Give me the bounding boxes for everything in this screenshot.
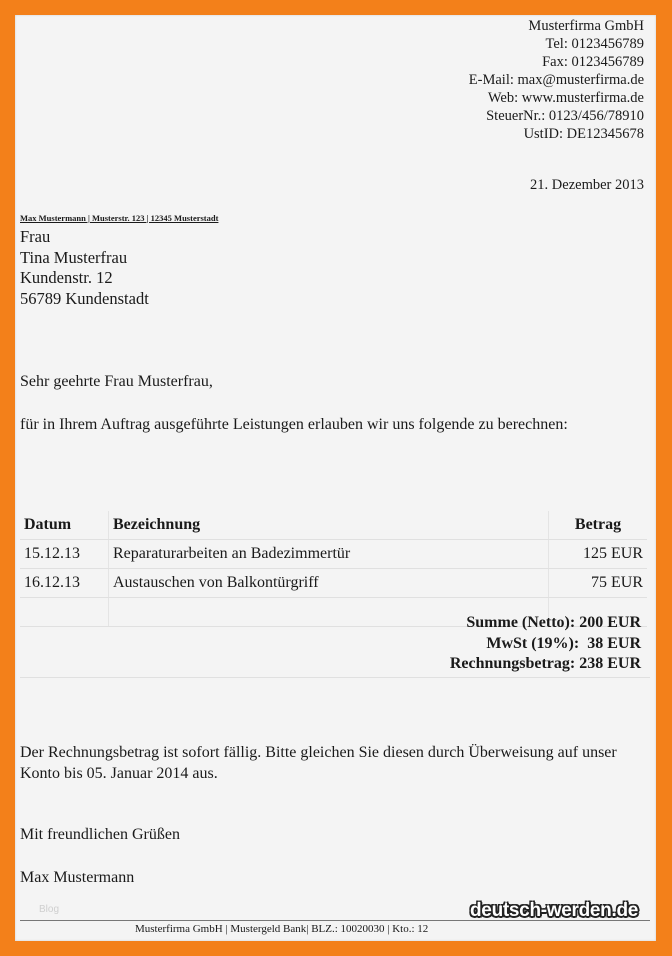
recipient-street: Kundenstr. 12 [20,268,113,287]
cell-description: Reparaturarbeiten an Badezimmertür [109,540,549,569]
total-net: Summe (Netto): 200 EUR [466,614,641,631]
salutation: Sehr geehrte Frau Musterfrau, [20,373,213,390]
invoice-items-table [20,511,647,627]
site-watermark: deutsch-werden.de [470,900,639,921]
signature: Max Mustermann [20,869,135,886]
closing: Mit freundlichen Grüßen [20,826,180,843]
return-address: Max Mustermann | Musterstr. 123 | 12345 Musterstadt [20,213,219,223]
letter-date: 21. Dezember 2013 [530,177,644,193]
cell-date: 16.12.13 [20,569,109,598]
intro-text: für in Ihrem Auftrag ausgeführte Leistungen erlauben wir uns folgende zu berechnen: [20,416,568,433]
cell-description: Austauschen von Balkontürgriff [109,569,549,598]
recipient-address [20,227,149,309]
total-gross: Rechnungsbetrag: 238 EUR [449,655,641,672]
header-date: Datum [20,511,109,540]
total-vat: MwSt (19%): 38 EUR [486,634,641,652]
blog-watermark: Blog [39,904,60,915]
totals-block [450,613,641,675]
cell-amount: 125 EUR [549,540,648,569]
header-amount: Betrag [549,511,648,540]
letter-page [15,15,656,941]
footer-bank-details: Musterfirma GmbH | Mustergeld Bank| BLZ.: 10020030 | Kto.: 12 [135,923,429,935]
table-row [20,540,647,569]
sender-block [469,17,644,143]
sender-web: Web: www.musterfirma.de [487,90,644,106]
sender-tel: Tel: 0123456789 [545,36,644,52]
recipient-title: Frau [20,227,51,246]
cell-date [20,598,109,627]
sender-company: Musterfirma GmbH [528,18,644,34]
header-description: Bezeichnung [109,511,549,540]
totals-divider [20,677,650,678]
cell-amount: 75 EUR [549,569,648,598]
recipient-name: Tina Musterfrau [20,247,128,267]
sender-tax-number: SteuerNr.: 0123/456/78910 [486,108,644,124]
table-header-row [20,511,647,540]
sender-fax: Fax: 0123456789 [542,54,644,70]
table-row [20,569,647,598]
sender-email: E-Mail: max@musterfirma.de [468,72,644,88]
recipient-city: 56789 Kundenstadt [20,288,149,308]
payment-note: Der Rechnungsbetrag ist sofort fällig. Bitte gleichen Sie diesen durch Überweisung auf unser Konto bis 05. Januar 2014 aus. [20,744,617,782]
sender-vat-id: UstID: DE12345678 [523,126,644,142]
cell-date: 15.12.13 [20,540,109,569]
